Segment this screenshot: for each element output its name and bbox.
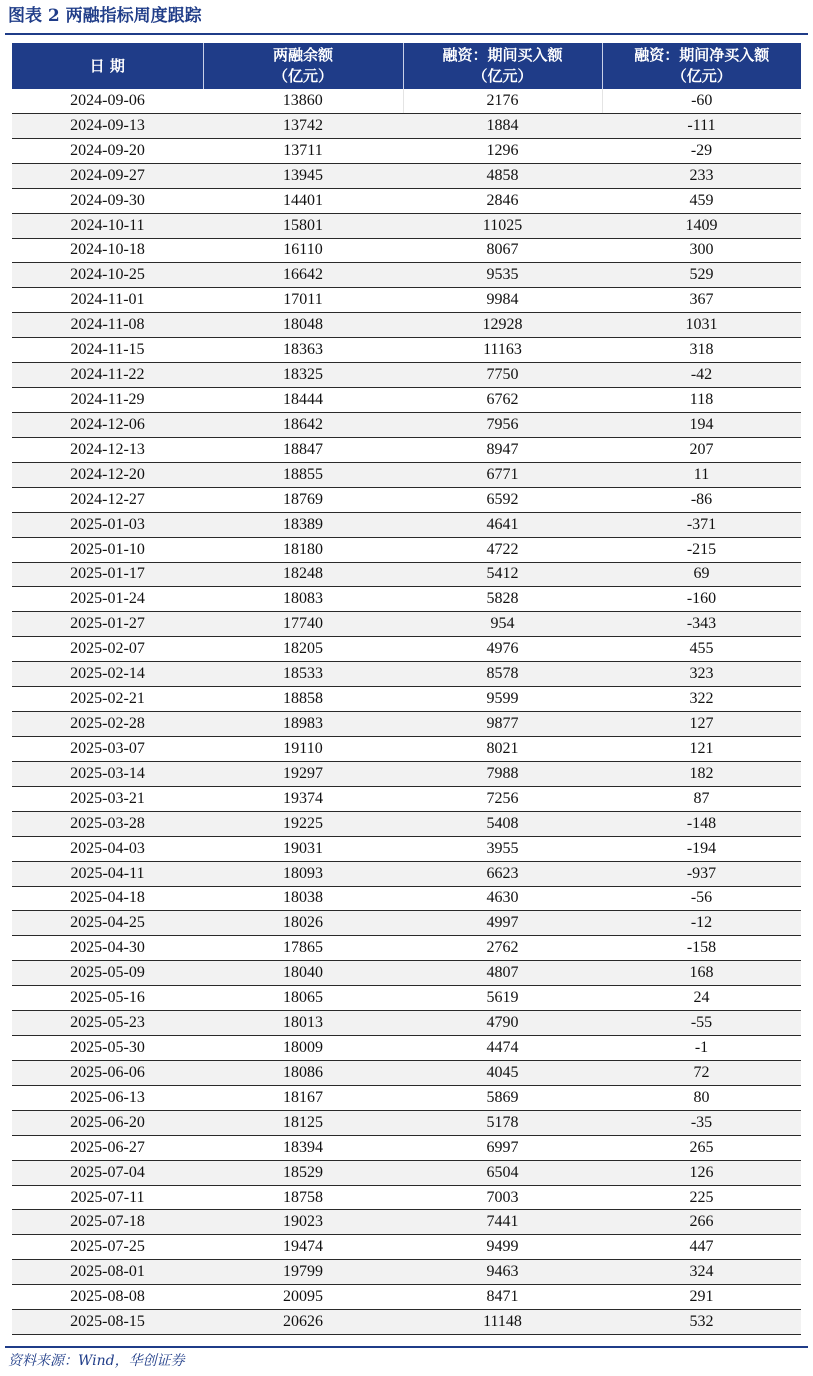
cell-financing-net-buy: 225 — [602, 1185, 801, 1210]
cell-financing-net-buy: 168 — [602, 961, 801, 986]
table-row — [12, 188, 801, 213]
cell-date: 2025-06-27 — [12, 1135, 203, 1160]
cell-date: 2025-07-11 — [12, 1185, 203, 1210]
table-row — [12, 437, 801, 462]
cell-margin-balance: 18444 — [203, 388, 403, 413]
cell-margin-balance: 18389 — [203, 512, 403, 537]
table-row — [12, 213, 801, 238]
cell-margin-balance: 19225 — [203, 811, 403, 836]
cell-financing-net-buy: 207 — [602, 437, 801, 462]
cell-date: 2024-12-20 — [12, 462, 203, 487]
cell-financing-buy: 2762 — [403, 936, 602, 961]
top-rule — [5, 33, 808, 35]
cell-financing-net-buy: 126 — [602, 1160, 801, 1185]
cell-financing-net-buy: 322 — [602, 687, 801, 712]
cell-margin-balance: 18394 — [203, 1135, 403, 1160]
cell-margin-balance: 16110 — [203, 238, 403, 263]
cell-margin-balance: 16642 — [203, 263, 403, 288]
table-row — [12, 1235, 801, 1260]
cell-date: 2024-12-13 — [12, 437, 203, 462]
table-row — [12, 936, 801, 961]
cell-margin-balance: 18009 — [203, 1036, 403, 1061]
cell-financing-net-buy: 11 — [602, 462, 801, 487]
table-row — [12, 836, 801, 861]
cell-date: 2025-03-28 — [12, 811, 203, 836]
cell-financing-net-buy: -937 — [602, 861, 801, 886]
table-row — [12, 761, 801, 786]
header-margin-balance: 两融余额 （亿元） — [203, 43, 403, 89]
cell-margin-balance: 18533 — [203, 662, 403, 687]
cell-date: 2025-08-15 — [12, 1310, 203, 1335]
cell-date: 2024-10-25 — [12, 263, 203, 288]
header-date: 日 期 — [12, 43, 203, 89]
table-row — [12, 712, 801, 737]
cell-financing-buy: 5619 — [403, 986, 602, 1011]
cell-financing-net-buy: -371 — [602, 512, 801, 537]
cell-date: 2025-02-28 — [12, 712, 203, 737]
cell-margin-balance: 19031 — [203, 836, 403, 861]
cell-financing-net-buy: 459 — [602, 188, 801, 213]
cell-margin-balance: 19297 — [203, 761, 403, 786]
cell-financing-buy: 7256 — [403, 786, 602, 811]
cell-financing-net-buy: 291 — [602, 1285, 801, 1310]
cell-margin-balance: 18983 — [203, 712, 403, 737]
cell-margin-balance: 15801 — [203, 213, 403, 238]
cell-margin-balance: 18048 — [203, 313, 403, 338]
cell-financing-buy: 6623 — [403, 861, 602, 886]
table-row — [12, 138, 801, 163]
cell-date: 2025-01-03 — [12, 512, 203, 537]
table-row — [12, 1085, 801, 1110]
table-row — [12, 1011, 801, 1036]
table-row — [12, 861, 801, 886]
cell-financing-net-buy: 532 — [602, 1310, 801, 1335]
cell-margin-balance: 13711 — [203, 138, 403, 163]
table-header-row — [12, 43, 801, 89]
cell-financing-buy: 9463 — [403, 1260, 602, 1285]
bottom-rule — [5, 1346, 808, 1348]
cell-financing-buy: 2846 — [403, 188, 602, 213]
table-row — [12, 363, 801, 388]
table-row — [12, 811, 801, 836]
cell-financing-buy: 8947 — [403, 437, 602, 462]
cell-financing-net-buy: 324 — [602, 1260, 801, 1285]
table-row — [12, 886, 801, 911]
cell-financing-buy: 8471 — [403, 1285, 602, 1310]
cell-margin-balance: 18205 — [203, 637, 403, 662]
cell-margin-balance: 19799 — [203, 1260, 403, 1285]
cell-financing-net-buy: -148 — [602, 811, 801, 836]
cell-financing-buy: 5178 — [403, 1110, 602, 1135]
cell-date: 2024-09-13 — [12, 113, 203, 138]
table-row — [12, 412, 801, 437]
cell-financing-buy: 8067 — [403, 238, 602, 263]
cell-margin-balance: 20095 — [203, 1285, 403, 1310]
cell-financing-buy: 4807 — [403, 961, 602, 986]
cell-date: 2024-11-08 — [12, 313, 203, 338]
cell-financing-buy: 12928 — [403, 313, 602, 338]
cell-financing-buy: 4976 — [403, 637, 602, 662]
cell-date: 2024-11-22 — [12, 363, 203, 388]
cell-date: 2024-12-06 — [12, 412, 203, 437]
cell-financing-buy: 11163 — [403, 338, 602, 363]
cell-financing-net-buy: 87 — [602, 786, 801, 811]
table-row — [12, 113, 801, 138]
table-row — [12, 288, 801, 313]
cell-financing-net-buy: -42 — [602, 363, 801, 388]
cell-date: 2025-04-03 — [12, 836, 203, 861]
cell-financing-buy: 4641 — [403, 512, 602, 537]
cell-financing-net-buy: 447 — [602, 1235, 801, 1260]
header-financing-net-buy: 融资：期间净买入额 （亿元） — [602, 43, 801, 89]
cell-date: 2024-09-06 — [12, 89, 203, 113]
cell-financing-net-buy: 265 — [602, 1135, 801, 1160]
cell-date: 2025-05-23 — [12, 1011, 203, 1036]
table-row — [12, 163, 801, 188]
cell-date: 2025-05-16 — [12, 986, 203, 1011]
cell-financing-net-buy: 455 — [602, 637, 801, 662]
cell-financing-buy: 4997 — [403, 911, 602, 936]
cell-date: 2025-03-14 — [12, 761, 203, 786]
cell-date: 2024-09-30 — [12, 188, 203, 213]
cell-date: 2025-04-25 — [12, 911, 203, 936]
cell-financing-buy: 9499 — [403, 1235, 602, 1260]
figure-title: 图表 2 两融指标周度跟踪 — [8, 6, 202, 26]
cell-date: 2025-02-07 — [12, 637, 203, 662]
cell-margin-balance: 18855 — [203, 462, 403, 487]
cell-margin-balance: 18093 — [203, 861, 403, 886]
cell-margin-balance: 19110 — [203, 736, 403, 761]
cell-date: 2025-02-14 — [12, 662, 203, 687]
cell-financing-net-buy: -35 — [602, 1110, 801, 1135]
table-row — [12, 462, 801, 487]
cell-margin-balance: 18642 — [203, 412, 403, 437]
cell-margin-balance: 18847 — [203, 437, 403, 462]
cell-financing-net-buy: 367 — [602, 288, 801, 313]
table-row — [12, 562, 801, 587]
cell-financing-buy: 4630 — [403, 886, 602, 911]
cell-date: 2024-10-18 — [12, 238, 203, 263]
cell-financing-buy: 9599 — [403, 687, 602, 712]
cell-margin-balance: 18026 — [203, 911, 403, 936]
cell-margin-balance: 18529 — [203, 1160, 403, 1185]
table-row — [12, 911, 801, 936]
table-row — [12, 687, 801, 712]
cell-margin-balance: 18065 — [203, 986, 403, 1011]
cell-financing-net-buy: 24 — [602, 986, 801, 1011]
cell-margin-balance: 18167 — [203, 1085, 403, 1110]
table-row — [12, 1285, 801, 1310]
cell-financing-net-buy: 80 — [602, 1085, 801, 1110]
cell-financing-buy: 1296 — [403, 138, 602, 163]
cell-financing-buy: 4858 — [403, 163, 602, 188]
cell-date: 2025-03-21 — [12, 786, 203, 811]
cell-margin-balance: 17011 — [203, 288, 403, 313]
cell-date: 2025-07-25 — [12, 1235, 203, 1260]
cell-financing-net-buy: 1031 — [602, 313, 801, 338]
cell-date: 2024-11-15 — [12, 338, 203, 363]
cell-financing-net-buy: -55 — [602, 1011, 801, 1036]
table-row — [12, 786, 801, 811]
cell-margin-balance: 18083 — [203, 587, 403, 612]
cell-date: 2024-09-27 — [12, 163, 203, 188]
table-row — [12, 1310, 801, 1335]
cell-financing-buy: 9535 — [403, 263, 602, 288]
cell-financing-net-buy: 266 — [602, 1210, 801, 1235]
cell-financing-net-buy: -86 — [602, 487, 801, 512]
cell-financing-buy: 3955 — [403, 836, 602, 861]
cell-margin-balance: 13860 — [203, 89, 403, 113]
cell-financing-net-buy: 233 — [602, 163, 801, 188]
cell-margin-balance: 18769 — [203, 487, 403, 512]
cell-date: 2025-06-13 — [12, 1085, 203, 1110]
table-row — [12, 1210, 801, 1235]
cell-date: 2025-04-18 — [12, 886, 203, 911]
cell-financing-buy: 7003 — [403, 1185, 602, 1210]
table-row — [12, 961, 801, 986]
cell-margin-balance: 18040 — [203, 961, 403, 986]
cell-date: 2024-11-01 — [12, 288, 203, 313]
cell-financing-net-buy: -29 — [602, 138, 801, 163]
cell-financing-buy: 954 — [403, 612, 602, 637]
cell-date: 2024-11-29 — [12, 388, 203, 413]
table-row — [12, 587, 801, 612]
cell-financing-net-buy: 72 — [602, 1060, 801, 1085]
cell-date: 2025-02-21 — [12, 687, 203, 712]
cell-financing-buy: 6592 — [403, 487, 602, 512]
cell-financing-net-buy: -343 — [602, 612, 801, 637]
cell-margin-balance: 18325 — [203, 363, 403, 388]
table-row — [12, 736, 801, 761]
cell-date: 2025-08-08 — [12, 1285, 203, 1310]
cell-financing-net-buy: -60 — [602, 89, 801, 113]
cell-date: 2025-04-30 — [12, 936, 203, 961]
table-row — [12, 986, 801, 1011]
table-row — [12, 388, 801, 413]
cell-financing-buy: 5869 — [403, 1085, 602, 1110]
cell-margin-balance: 18086 — [203, 1060, 403, 1085]
cell-financing-net-buy: 69 — [602, 562, 801, 587]
cell-margin-balance: 14401 — [203, 188, 403, 213]
cell-margin-balance: 17865 — [203, 936, 403, 961]
cell-financing-buy: 6997 — [403, 1135, 602, 1160]
table-row — [12, 1135, 801, 1160]
cell-date: 2025-05-30 — [12, 1036, 203, 1061]
cell-financing-buy: 1884 — [403, 113, 602, 138]
table-row — [12, 89, 801, 113]
cell-margin-balance: 18248 — [203, 562, 403, 587]
margin-trading-table — [12, 43, 801, 1335]
cell-margin-balance: 18180 — [203, 537, 403, 562]
cell-financing-net-buy: -160 — [602, 587, 801, 612]
table-row — [12, 1185, 801, 1210]
header-financing-buy: 融资：期间买入额 （亿元） — [403, 43, 602, 89]
cell-financing-buy: 4045 — [403, 1060, 602, 1085]
cell-date: 2025-04-11 — [12, 861, 203, 886]
table-row — [12, 612, 801, 637]
table-row — [12, 1160, 801, 1185]
cell-financing-net-buy: -1 — [602, 1036, 801, 1061]
cell-date: 2025-03-07 — [12, 736, 203, 761]
cell-margin-balance: 20626 — [203, 1310, 403, 1335]
cell-date: 2024-09-20 — [12, 138, 203, 163]
cell-financing-buy: 8021 — [403, 736, 602, 761]
source-note: 资料来源：Wind，华创证券 — [8, 1353, 185, 1369]
table-row — [12, 637, 801, 662]
cell-financing-buy: 4790 — [403, 1011, 602, 1036]
cell-financing-net-buy: 194 — [602, 412, 801, 437]
cell-financing-net-buy: 182 — [602, 761, 801, 786]
cell-financing-buy: 7441 — [403, 1210, 602, 1235]
cell-date: 2025-07-18 — [12, 1210, 203, 1235]
cell-margin-balance: 18013 — [203, 1011, 403, 1036]
cell-financing-buy: 4474 — [403, 1036, 602, 1061]
cell-date: 2025-01-27 — [12, 612, 203, 637]
cell-date: 2025-06-06 — [12, 1060, 203, 1085]
cell-date: 2024-10-11 — [12, 213, 203, 238]
cell-margin-balance: 18758 — [203, 1185, 403, 1210]
cell-financing-net-buy: 127 — [602, 712, 801, 737]
cell-date: 2025-01-10 — [12, 537, 203, 562]
cell-date: 2025-06-20 — [12, 1110, 203, 1135]
cell-date: 2025-08-01 — [12, 1260, 203, 1285]
cell-financing-buy: 6762 — [403, 388, 602, 413]
cell-margin-balance: 18038 — [203, 886, 403, 911]
cell-financing-buy: 7750 — [403, 363, 602, 388]
cell-financing-buy: 9877 — [403, 712, 602, 737]
table-row — [12, 662, 801, 687]
cell-financing-net-buy: -111 — [602, 113, 801, 138]
cell-margin-balance: 13742 — [203, 113, 403, 138]
table-row — [12, 238, 801, 263]
cell-financing-buy: 6771 — [403, 462, 602, 487]
table-row — [12, 263, 801, 288]
cell-financing-buy: 5412 — [403, 562, 602, 587]
cell-financing-net-buy: -56 — [602, 886, 801, 911]
cell-margin-balance: 19474 — [203, 1235, 403, 1260]
cell-date: 2025-07-04 — [12, 1160, 203, 1185]
cell-financing-net-buy: 118 — [602, 388, 801, 413]
table-row — [12, 537, 801, 562]
cell-financing-net-buy: -158 — [602, 936, 801, 961]
table-row — [12, 512, 801, 537]
cell-date: 2025-01-24 — [12, 587, 203, 612]
cell-date: 2024-12-27 — [12, 487, 203, 512]
cell-financing-buy: 5828 — [403, 587, 602, 612]
cell-financing-buy: 2176 — [403, 89, 602, 113]
cell-margin-balance: 13945 — [203, 163, 403, 188]
cell-financing-buy: 9984 — [403, 288, 602, 313]
cell-financing-buy: 7956 — [403, 412, 602, 437]
table-row — [12, 1036, 801, 1061]
table-row — [12, 313, 801, 338]
cell-financing-net-buy: 300 — [602, 238, 801, 263]
cell-margin-balance: 19374 — [203, 786, 403, 811]
cell-date: 2025-05-09 — [12, 961, 203, 986]
cell-financing-buy: 11025 — [403, 213, 602, 238]
cell-financing-net-buy: -194 — [602, 836, 801, 861]
cell-financing-net-buy: 121 — [602, 736, 801, 761]
cell-margin-balance: 18858 — [203, 687, 403, 712]
cell-margin-balance: 18125 — [203, 1110, 403, 1135]
table-row — [12, 338, 801, 363]
cell-financing-buy: 5408 — [403, 811, 602, 836]
table-row — [12, 1060, 801, 1085]
cell-financing-buy: 11148 — [403, 1310, 602, 1335]
table-row — [12, 1260, 801, 1285]
cell-date: 2025-01-17 — [12, 562, 203, 587]
table-row — [12, 1110, 801, 1135]
cell-financing-net-buy: 1409 — [602, 213, 801, 238]
cell-financing-buy: 7988 — [403, 761, 602, 786]
cell-financing-net-buy: -12 — [602, 911, 801, 936]
cell-financing-net-buy: -215 — [602, 537, 801, 562]
cell-financing-net-buy: 323 — [602, 662, 801, 687]
cell-financing-net-buy: 318 — [602, 338, 801, 363]
cell-margin-balance: 18363 — [203, 338, 403, 363]
cell-margin-balance: 17740 — [203, 612, 403, 637]
cell-financing-buy: 4722 — [403, 537, 602, 562]
cell-financing-buy: 8578 — [403, 662, 602, 687]
cell-margin-balance: 19023 — [203, 1210, 403, 1235]
cell-financing-buy: 6504 — [403, 1160, 602, 1185]
cell-financing-net-buy: 529 — [602, 263, 801, 288]
table-row — [12, 487, 801, 512]
